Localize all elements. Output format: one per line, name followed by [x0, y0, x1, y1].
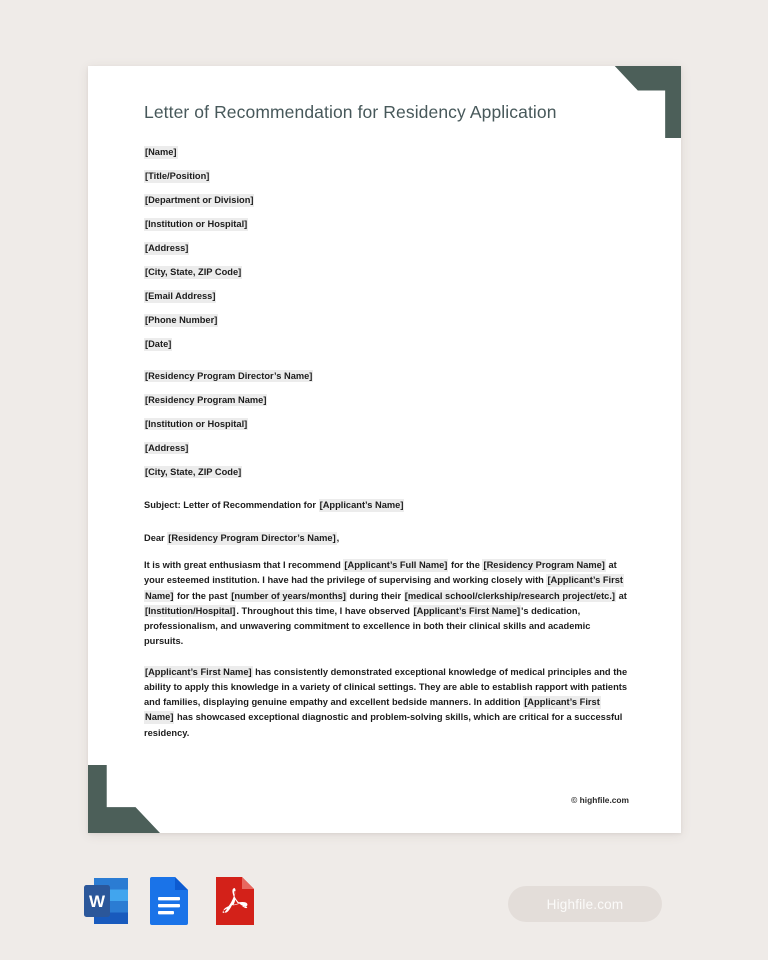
text-run: at your esteemed institution. I have had the privilege of supervising and working closely with [144, 560, 617, 586]
svg-text:W: W [88, 892, 106, 911]
placeholder-field: [Residency Program Director’s Name] [168, 533, 336, 544]
recipient-address-block [144, 371, 629, 479]
sender-line [144, 243, 629, 255]
salutation-suffix: , [336, 533, 340, 544]
google-docs-icon[interactable] [148, 876, 196, 926]
placeholder-field: [Applicant’s First Name] [413, 605, 521, 616]
recipient-line [144, 395, 629, 407]
format-bar [0, 868, 768, 948]
placeholder-field: [Title/Position] [145, 171, 210, 181]
placeholder-field: [Email Address] [145, 291, 216, 301]
text-run: It is with great enthusiasm that I recommend [144, 560, 344, 571]
document-page [88, 66, 681, 833]
placeholder-field: [Address] [145, 243, 189, 253]
sender-line [144, 147, 629, 159]
text-run: at [616, 590, 627, 601]
placeholder-field: [medical school/clerkship/research project/etc.] [404, 590, 616, 601]
placeholder-field: [City, State, ZIP Code] [145, 267, 242, 277]
pdf-icon[interactable] [214, 876, 262, 926]
placeholder-field: [Residency Program Name] [145, 394, 267, 405]
text-run: 's dedication, professionalism, and unwavering commitment to excellence in both their clinical skills and academic pursuits. [144, 605, 591, 647]
text-run: during their [346, 590, 404, 601]
placeholder-field: [Institution or Hospital] [145, 418, 248, 429]
placeholder-field: [City, State, ZIP Code] [145, 466, 242, 477]
placeholder-field: [Name] [145, 147, 177, 157]
subject-prefix: Subject: Letter of Recommendation for [144, 500, 319, 511]
file-format-icons [82, 876, 262, 926]
recipient-line [144, 467, 629, 479]
placeholder-field: [Department or Division] [145, 195, 254, 205]
placeholder-field: [Residency Program Name] [483, 560, 605, 571]
sender-line [144, 195, 629, 207]
body-paragraph-1 [144, 558, 629, 649]
recipient-line [144, 419, 629, 431]
placeholder-field: [Applicant’s First Name] [145, 697, 600, 723]
placeholder-field: [Applicant’s First Name] [145, 666, 252, 677]
placeholder-field: [Address] [145, 442, 189, 453]
page-title: Letter of Recommendation for Residency Application [144, 102, 557, 122]
placeholder-field: [Applicant’s Full Name] [344, 560, 448, 571]
body-paragraph-2 [144, 665, 629, 741]
copyright-notice: © highfile.com [571, 795, 629, 805]
sender-line [144, 291, 629, 303]
sender-line [144, 267, 629, 279]
placeholder-field: [Institution/Hospital] [145, 605, 236, 616]
placeholder-field: [Institution or Hospital] [145, 219, 248, 229]
word-doc-icon[interactable] [82, 876, 130, 926]
salutation-line [144, 533, 629, 543]
placeholder-field: [Residency Program Director’s Name] [145, 370, 313, 381]
highfile-brand-button[interactable]: Highfile.com [508, 886, 662, 922]
recipient-line [144, 443, 629, 455]
text-run: for the [448, 560, 483, 571]
subject-line [144, 500, 629, 510]
text-run: for the past [174, 590, 231, 601]
text-run: . Throughout this time, I have observed [236, 605, 413, 616]
placeholder-field: [Date] [145, 339, 172, 349]
text-run: has showcased exceptional diagnostic and problem-solving skills, which are critical for a successful residency. [144, 712, 623, 738]
placeholder-field: [number of years/months] [231, 590, 346, 601]
placeholder-field: [Applicant’s Name] [319, 500, 404, 511]
sender-line [144, 171, 629, 183]
salutation-prefix: Dear [144, 533, 168, 544]
placeholder-field: [Applicant’s First Name] [145, 575, 624, 601]
placeholder-field: [Phone Number] [145, 315, 218, 325]
sender-address-block [144, 147, 629, 351]
sender-line [144, 339, 629, 351]
sender-line [144, 315, 629, 327]
document-content [144, 66, 629, 833]
text-run: has consistently demonstrated exceptional knowledge of medical principles and the ability to apply this knowledge in a variety of clinical settings. They are able to establish rapport with patients and families, displaying genuine empathy and excellent bedside manners. In addition [144, 666, 628, 708]
sender-line [144, 219, 629, 231]
recipient-line [144, 371, 629, 383]
